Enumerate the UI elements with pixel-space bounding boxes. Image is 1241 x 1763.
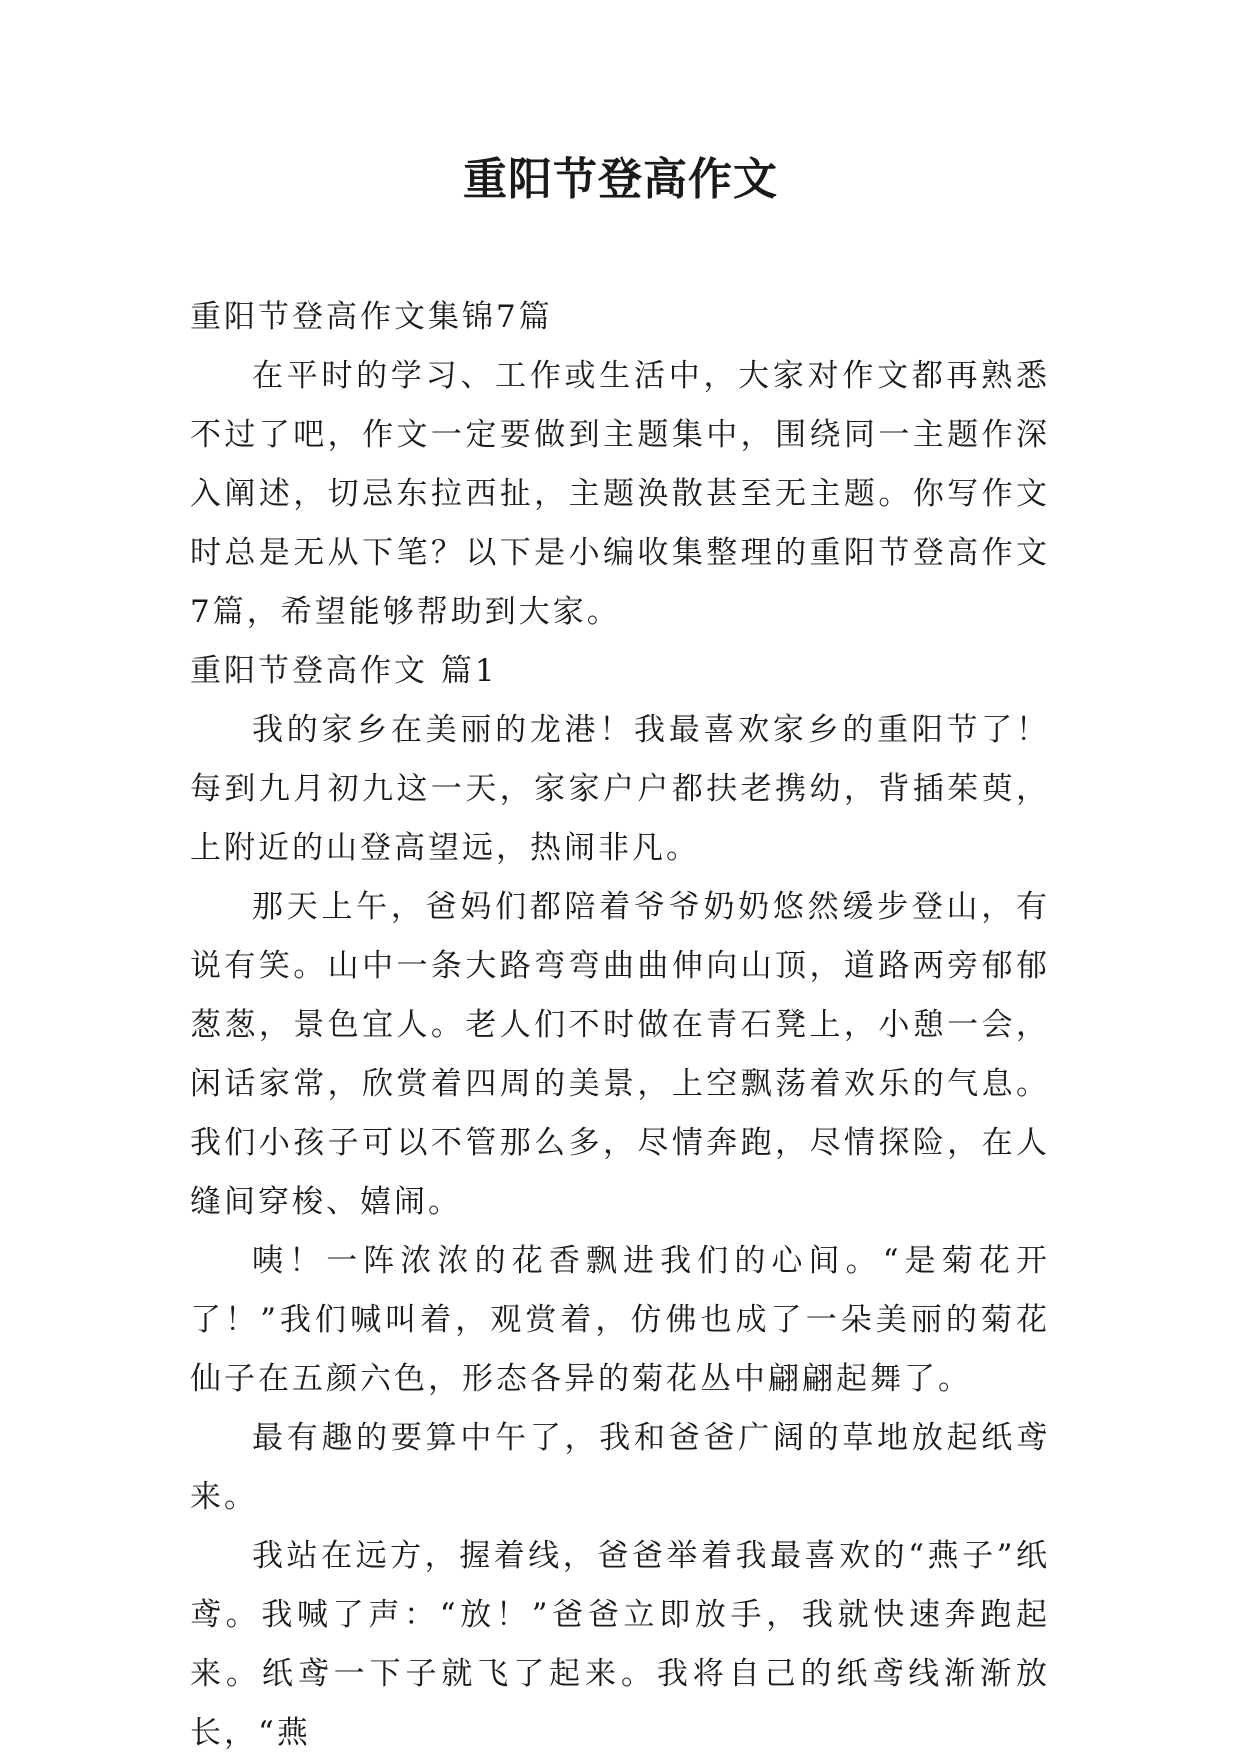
intro-paragraph: 在平时的学习、工作或生活中，大家对作文都再熟悉不过了吧，作文一定要做到主题集中，围绕同一主题作深入阐述，切忌东拉西扯，主题涣散甚至无主题。你写作文时总是无从下笔？以下是小编收集整理的重阳节登高作文7篇，希望能够帮助到大家。 bbox=[190, 358, 1050, 630]
body-paragraph: 那天上午，爸妈们都陪着爷爷奶奶悠然缓步登山，有说有笑。山中一条大路弯弯曲曲伸向山顶，道路两旁郁郁葱葱，景色宜人。老人们不时做在青石凳上，小憩一会，闲话家常，欣赏着四周的美景，上空飘荡着欢乐的气息。我们小孩子可以不管那么多，尽情奔跑，尽情探险，在人缝间穿梭、嬉闹。 bbox=[190, 889, 1050, 1220]
section-heading: 重阳节登高作文 篇1 bbox=[190, 653, 498, 689]
document-body bbox=[190, 288, 1050, 1763]
document-title: 重阳节登高作文 bbox=[463, 154, 778, 205]
collection-subtitle: 重阳节登高作文集锦7篇 bbox=[190, 299, 553, 335]
body-paragraph: 咦！一阵浓浓的花香飘进我们的心间。“是菊花开了！”我们喊叫着，观赏着，仿佛也成了一朵美丽的菊花仙子在五颜六色，形态各异的菊花丛中翩翩起舞了。 bbox=[190, 1243, 1050, 1397]
body-paragraph: 我站在远方，握着线，爸爸举着我最喜欢的“燕子”纸鸢。我喊了声：“放！”爸爸立即放手，我就快速奔跑起来。纸鸢一下子就飞了起来。我将自己的纸鸢线渐渐放长，“燕 bbox=[190, 1538, 1050, 1751]
body-paragraph: 我的家乡在美丽的龙港！我最喜欢家乡的重阳节了！每到九月初九这一天，家家户户都扶老携幼，背插茱萸，上附近的山登高望远，热闹非凡。 bbox=[190, 712, 1050, 866]
body-paragraph: 最有趣的要算中午了，我和爸爸广阔的草地放起纸鸢来。 bbox=[190, 1420, 1050, 1515]
